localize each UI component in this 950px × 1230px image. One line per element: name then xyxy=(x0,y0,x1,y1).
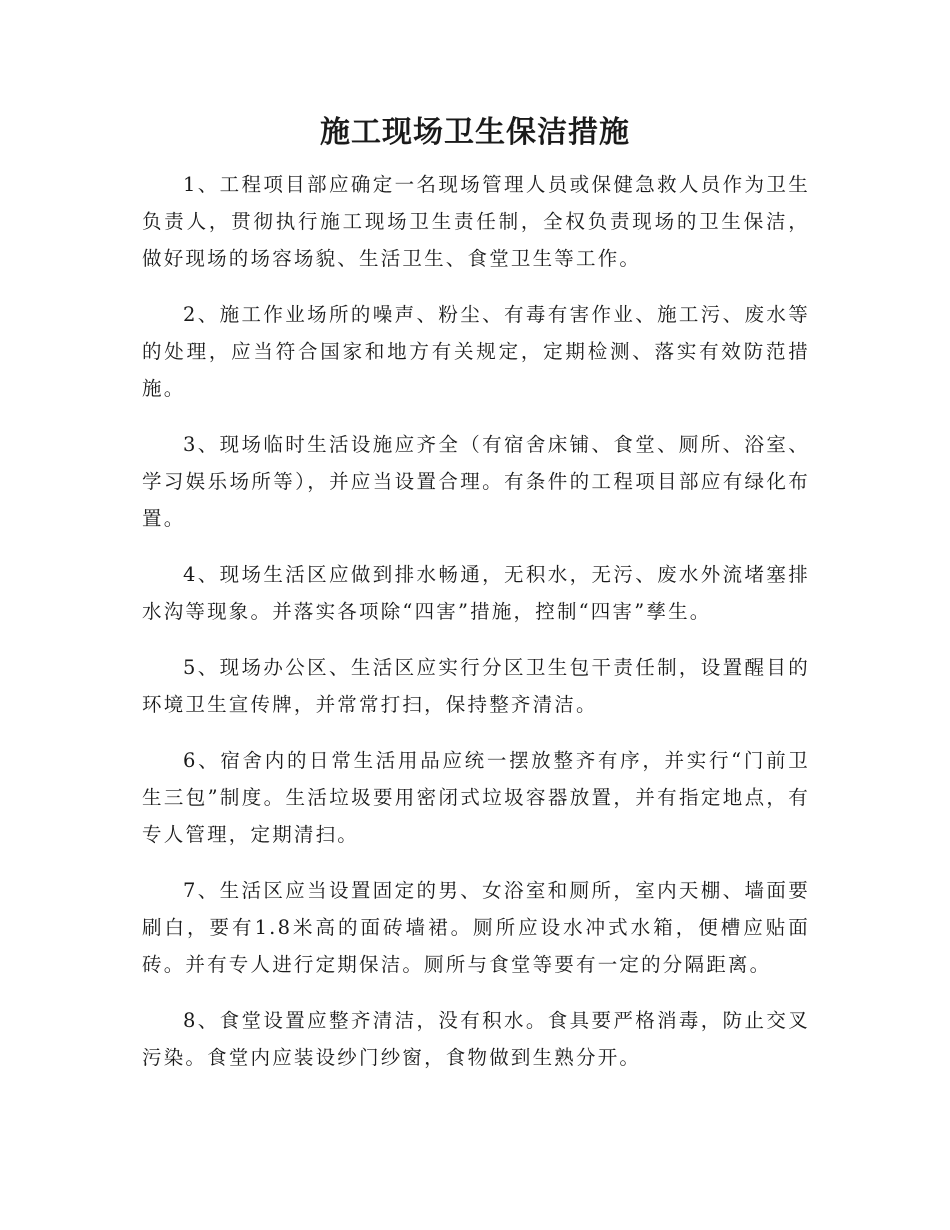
document-title: 施工现场卫生保洁措施 xyxy=(320,115,630,150)
paragraph-1: 1、工程项目部应确定一名现场管理人员或保健急救人员作为卫生负责人，贯彻执行施工现场卫生责任制，全权负责现场的卫生保洁，做好现场的场容场貌、生活卫生、食堂卫生等工作。 xyxy=(142,173,810,270)
document-body xyxy=(142,166,810,1095)
paragraph-6: 6、宿舍内的日常生活用品应统一摆放整齐有序，并实行“门前卫生三包”制度。生活垃圾要用密闭式垃圾容器放置，并有指定地点，有专人管理，定期清扫。 xyxy=(142,749,810,846)
paragraph-3: 3、现场临时生活设施应齐全（有宿舍床铺、食堂、厕所、浴室、学习娱乐场所等），并应当设置合理。有条件的工程项目部应有绿化布置。 xyxy=(142,433,810,530)
paragraph-2: 2、施工作业场所的噪声、粉尘、有毒有害作业、施工污、废水等的处理，应当符合国家和地方有关规定，定期检测、落实有效防范措施。 xyxy=(142,303,810,400)
paragraph-5: 5、现场办公区、生活区应实行分区卫生包干责任制，设置醒目的环境卫生宣传牌，并常常打扫，保持整齐清洁。 xyxy=(142,656,810,716)
paragraph-8: 8、食堂设置应整齐清洁，没有积水。食具要严格消毒，防止交叉污染。食堂内应装设纱门纱窗，食物做到生熟分开。 xyxy=(142,1009,810,1069)
paragraph-4: 4、现场生活区应做到排水畅通，无积水，无污、废水外流堵塞排水沟等现象。并落实各项除“四害”措施，控制“四害”孳生。 xyxy=(142,563,810,623)
paragraph-7: 7、生活区应当设置固定的男、女浴室和厕所，室内天棚、墙面要刷白，要有1.8米高的面砖墙裙。厕所应设水冲式水箱，便槽应贴面砖。并有专人进行定期保洁。厕所与食堂等要有一定的分隔距离。 xyxy=(142,879,810,976)
